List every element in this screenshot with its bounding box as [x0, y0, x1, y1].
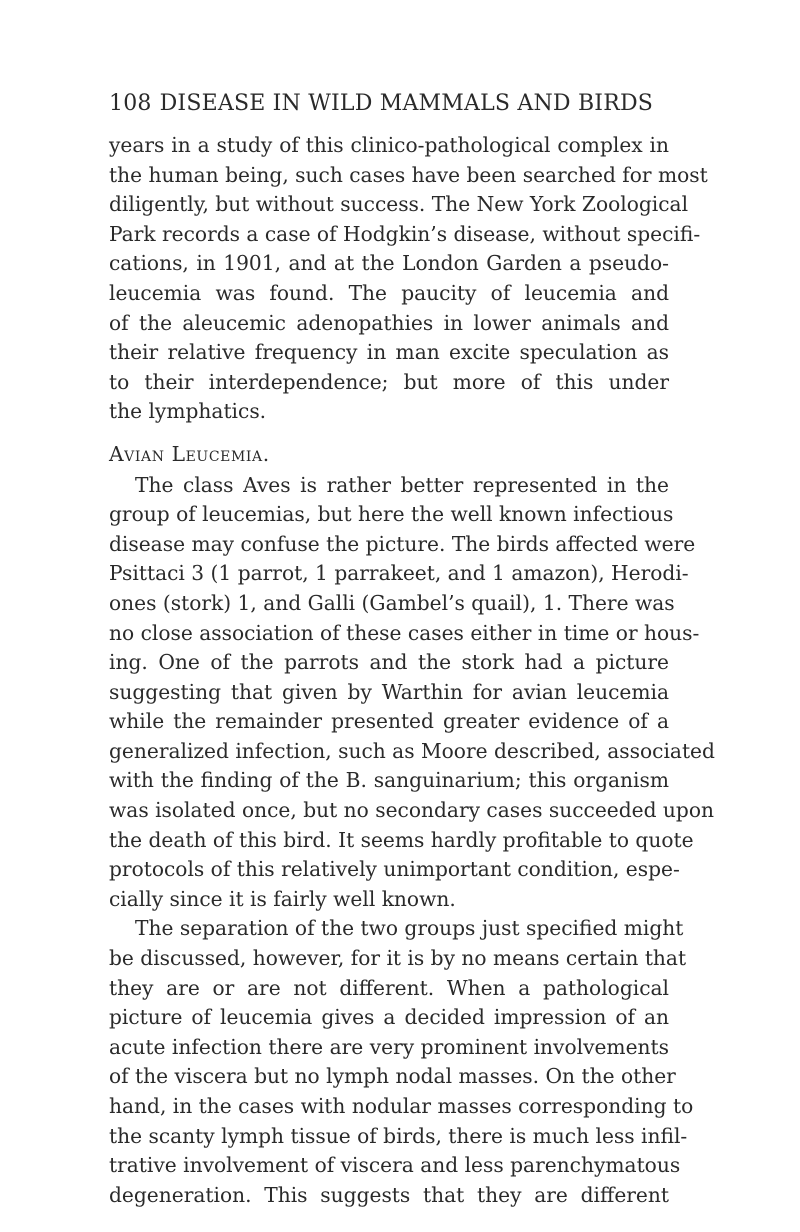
text-line: was isolated once, but no secondary cases succeeded upon [109, 798, 715, 823]
text-line: the lymphatics. [109, 399, 267, 424]
text-line: leucemia was found. The paucity of leucemia and [109, 280, 669, 305]
text-line: ing. One of the parrots and the stork had a picture [109, 650, 669, 675]
text-line: picture of leucemia gives a decided impression of an [109, 1005, 669, 1030]
text-line: The class Aves is rather better represented in the [135, 472, 669, 497]
paragraph-1 [109, 131, 708, 427]
text-line: hand, in the cases with nodular masses corresponding to [109, 1094, 694, 1118]
running-head [109, 90, 669, 118]
text-line: their relative frequency in man excite speculation as [109, 340, 669, 365]
text-line: be discussed, however, for it is by no means certain that [109, 946, 687, 971]
text-line: generalized infection, such as Moore described, associated [109, 738, 715, 763]
text-line: they are or are not different. When a pathological [109, 975, 669, 1000]
text-line: The separation of the two groups just specified might [135, 916, 684, 941]
text-line: Psittaci 3 (1 parrot, 1 parrakeet, and 1 amazon), Herodi- [109, 561, 689, 586]
page-number: 108 [109, 91, 152, 116]
text-line: the death of this bird. It seems hardly profitable to quote [109, 827, 694, 852]
text-line: with the finding of the B. sanguinarium; this organism [109, 768, 669, 793]
text-line: protocols of this relatively unimportant condition, espe- [109, 857, 680, 882]
text-line: while the remainder presented greater evidence of a [109, 709, 669, 734]
text-line: suggesting that given by Warthin for avian leucemia [109, 679, 669, 704]
text-line: the scanty lymph tissue of birds, there is much less infil- [109, 1123, 688, 1148]
text-line: of the viscera but no lymph nodal masses. On the other [109, 1064, 676, 1089]
text-line: group of leucemias, but here the well known infectious [109, 502, 674, 527]
book-page [109, 90, 715, 1210]
text-line: disease may confuse the picture. The birds affected were [109, 531, 696, 556]
text-line: cations, in 1901, and at the London Garden a pseudo- [109, 251, 669, 276]
text-line: the human being, such cases have been searched for most [109, 162, 708, 187]
paragraph-3 [109, 914, 694, 1210]
text-line: acute infection there are very prominent involvements [109, 1034, 669, 1059]
paragraph-2 [109, 471, 715, 915]
running-head-title: DISEASE IN WILD MAMMALS AND BIRDS [159, 91, 654, 116]
text-line: years in a study of this clinico-pathological complex in [109, 133, 669, 157]
text-line: no close association of these cases either in time or hous- [109, 620, 700, 645]
text-line: diligently, but without success. The New York Zoological [109, 192, 689, 217]
text-line: Park records a case of Hodgkin’s disease, without specifi- [109, 221, 701, 246]
section-heading: Avian Leucemia. [109, 441, 270, 466]
text-line: degeneration. This suggests that they are different [109, 1182, 669, 1207]
text-line: ones (stork) 1, and Galli (Gambel’s quail), 1. There was [109, 590, 675, 615]
text-line: trative involvement of viscera and less parenchymatous [109, 1153, 681, 1178]
text-line: of the aleucemic adenopathies in lower animals and [109, 310, 669, 335]
text-line: cially since it is fairly well known. [109, 886, 456, 911]
text-line: to their interdependence; but more of this under [109, 369, 669, 394]
